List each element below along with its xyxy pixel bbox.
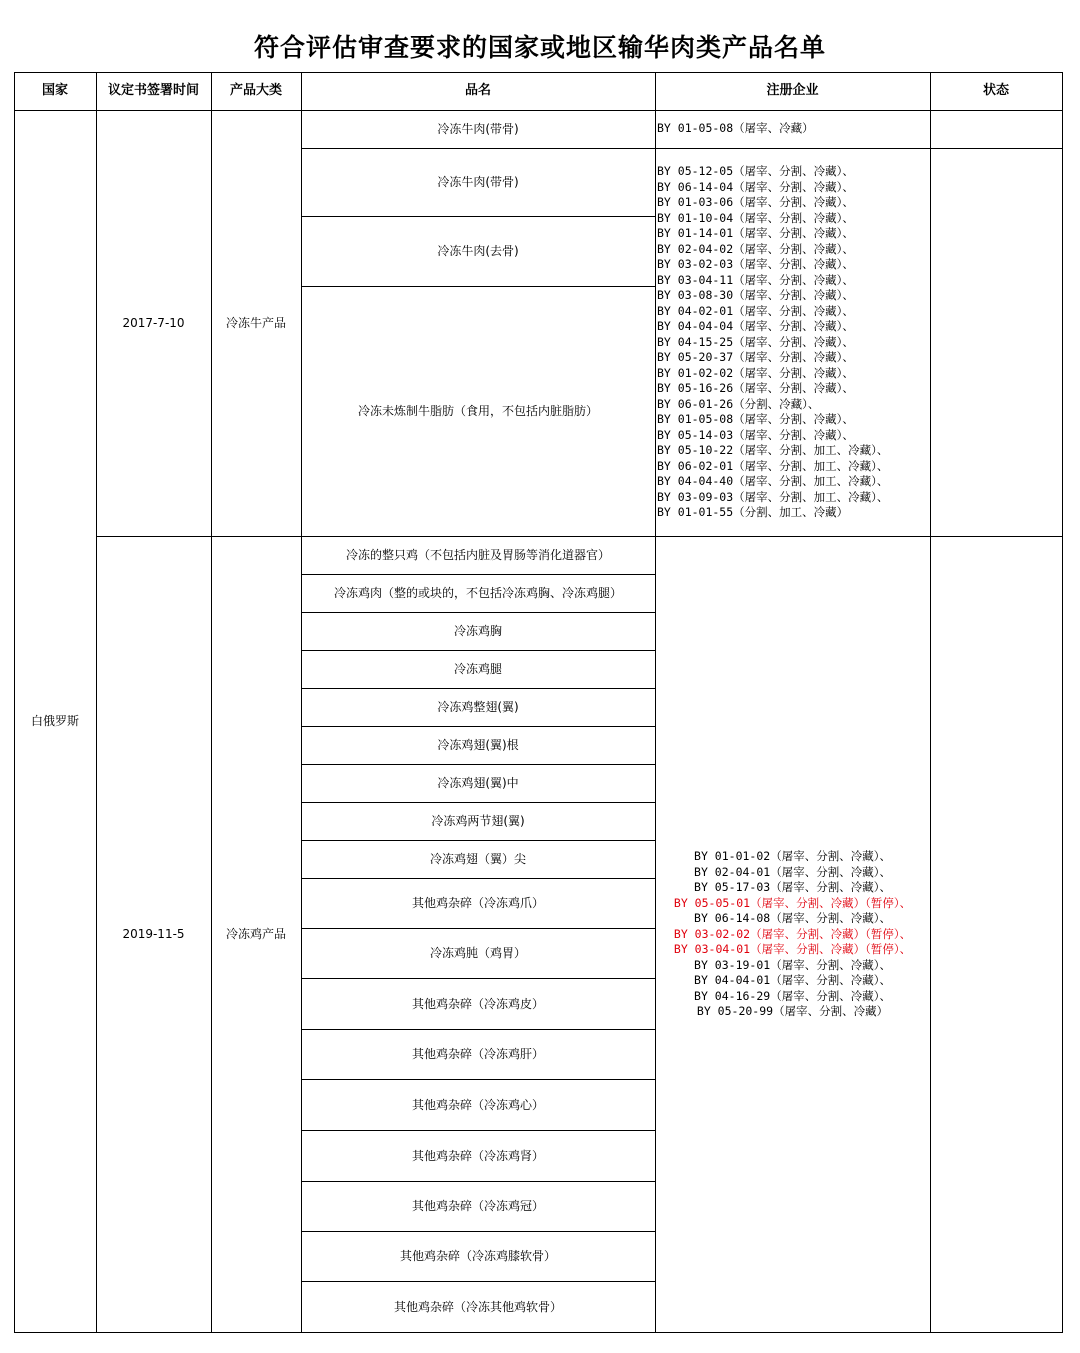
chicken-product-name: 冷冻鸡腿 xyxy=(453,662,502,676)
beef-enterprise-item: BY 01-02-02（屠宰、分割、冷藏）、 xyxy=(657,365,854,380)
chicken-product-name: 冷冻鸡肫（鸡胃） xyxy=(429,946,526,960)
beef-product-name: 冷冻未炼制牛脂肪（食用，不包括内脏脂肪） xyxy=(357,404,598,418)
beef-enterprise-item: BY 03-04-11（屠宰、分割、冷藏）、 xyxy=(657,272,854,287)
chicken-product-name: 冷冻鸡胸 xyxy=(453,624,502,638)
beef-enterprise-item: BY 02-04-02（屠宰、分割、冷藏）、 xyxy=(657,241,854,256)
chicken-enterprise-item: BY 06-14-08（屠宰、分割、冷藏）、 xyxy=(694,911,891,925)
chicken-enterprise-item: BY 02-04-01（屠宰、分割、冷藏）、 xyxy=(694,864,891,879)
beef-enterprise-item: BY 01-01-55（分割、加工、冷藏） xyxy=(657,505,849,519)
country-cell: 白俄罗斯 xyxy=(30,714,79,728)
chicken-product-name: 其他鸡杂碎（冷冻鸡爪） xyxy=(411,896,544,910)
beef-enterprise-item: BY 01-10-04（屠宰、分割、冷藏）、 xyxy=(657,210,854,225)
row-divider xyxy=(301,726,656,727)
row-divider xyxy=(301,764,656,765)
beef-enterprise-item: BY 01-14-01（屠宰、分割、冷藏）、 xyxy=(657,226,854,240)
chicken-product-name: 冷冻的整只鸡（不包括内脏及胃肠等消化道器官） xyxy=(345,548,610,562)
row-divider xyxy=(930,148,1063,149)
chicken-product-name: 其他鸡杂碎（冷冻鸡皮） xyxy=(411,996,544,1011)
beef-category: 冷冻牛产品 xyxy=(225,316,286,330)
beef-product-name: 冷冻牛肉(带骨) xyxy=(437,175,519,189)
row-divider xyxy=(301,286,656,287)
header-enterprise: 注册企业 xyxy=(766,83,819,98)
beef-enterprise-item: BY 03-08-30（屠宰、分割、冷藏）、 xyxy=(657,288,854,302)
chicken-enterprise-item: BY 04-04-01（屠宰、分割、冷藏）、 xyxy=(694,973,891,987)
chicken-enterprise-item-suspended: BY 03-02-02（屠宰、分割、冷藏）（暂停）、 xyxy=(673,926,912,941)
beef-enterprise-item: BY 03-02-03（屠宰、分割、冷藏）、 xyxy=(657,257,854,271)
chicken-product-name: 其他鸡杂碎（冷冻鸡心） xyxy=(411,1097,544,1112)
chicken-enterprise-item: BY 05-17-03（屠宰、分割、冷藏）、 xyxy=(694,880,891,894)
row-divider xyxy=(301,216,656,217)
beef-enterprise-item: BY 05-16-26（屠宰、分割、冷藏）、 xyxy=(657,381,854,395)
row-divider xyxy=(301,612,656,613)
beef-enterprise-item: BY 04-04-04（屠宰、分割、冷藏）、 xyxy=(657,319,854,333)
row-divider xyxy=(301,802,656,803)
chicken-enterprise-item-suspended: BY 05-05-01（屠宰、分割、冷藏）（暂停）、 xyxy=(673,895,912,910)
chicken-enterprise-item: BY 04-16-29（屠宰、分割、冷藏）、 xyxy=(694,988,891,1003)
header-protocol-date: 议定书签署时间 xyxy=(107,83,199,98)
beef-enterprise-item: BY 06-02-01（屠宰、分割、加工、冷藏）、 xyxy=(657,458,889,473)
beef-enterprise-item: BY 01-03-06（屠宰、分割、冷藏）、 xyxy=(657,195,854,209)
row-divider xyxy=(301,1079,656,1080)
chicken-product-name: 冷冻鸡两节翅(翼) xyxy=(431,814,525,828)
chicken-product-name: 其他鸡杂碎（冷冻其他鸡软骨） xyxy=(393,1299,562,1314)
beef-enterprise-item: BY 05-20-37（屠宰、分割、冷藏）、 xyxy=(657,350,854,364)
row-divider xyxy=(301,1181,656,1182)
beef-product-name: 冷冻牛肉(带骨) xyxy=(437,122,519,136)
column-divider xyxy=(655,72,656,1333)
beef-enterprise-item: BY 04-15-25（屠宰、分割、冷藏）、 xyxy=(657,334,854,349)
beef-date: 2017-7-10 xyxy=(122,316,185,330)
beef-enterprise-item: BY 05-14-03（屠宰、分割、冷藏）、 xyxy=(657,427,854,442)
beef-enterprise-item: BY 04-04-40（屠宰、分割、加工、冷藏）、 xyxy=(657,474,889,488)
chicken-enterprise-item-suspended: BY 03-04-01（屠宰、分割、冷藏）（暂停）、 xyxy=(673,942,912,956)
chicken-product-name: 冷冻鸡整翅(翼) xyxy=(437,700,519,714)
beef-product-name: 冷冻牛肉(去骨) xyxy=(437,244,519,258)
chicken-category: 冷冻鸡产品 xyxy=(225,927,286,941)
chicken-product-name: 其他鸡杂碎（冷冻鸡肝） xyxy=(411,1047,544,1061)
chicken-product-name: 其他鸡杂碎（冷冻鸡肾） xyxy=(411,1148,544,1163)
chicken-product-name: 冷冻鸡翅(翼)中 xyxy=(437,776,519,790)
beef-enterprise-item: BY 05-10-22（屠宰、分割、加工、冷藏）、 xyxy=(657,443,889,457)
row-divider xyxy=(301,688,656,689)
row-divider xyxy=(655,148,931,149)
row-divider xyxy=(301,1029,656,1030)
chicken-product-name: 冷冻鸡肉（整的或块的，不包括冷冻鸡胸、冷冻鸡腿） xyxy=(333,586,622,600)
page-title: 符合评估审查要求的国家或地区输华肉类产品名单 xyxy=(253,33,826,62)
row-divider xyxy=(301,978,656,979)
row-divider xyxy=(301,928,656,929)
table-right-border xyxy=(1062,72,1063,1333)
table-bottom-border xyxy=(14,1332,1063,1333)
chicken-enterprise-item: BY 03-19-01（屠宰、分割、冷藏）、 xyxy=(694,957,891,972)
row-divider xyxy=(301,878,656,879)
header-country: 国家 xyxy=(41,83,68,98)
chicken-date: 2019-11-5 xyxy=(122,927,185,941)
row-divider xyxy=(301,650,656,651)
beef-enterprise-item: BY 04-02-01（屠宰、分割、冷藏）、 xyxy=(657,303,854,318)
beef-first-enterprise: BY 01-05-08（屠宰、冷藏） xyxy=(657,121,814,135)
header-category: 产品大类 xyxy=(229,83,282,98)
beef-enterprise-list xyxy=(657,164,888,521)
beef-enterprise-item: BY 01-05-08（屠宰、分割、冷藏）、 xyxy=(657,412,854,426)
chicken-product-name: 冷冻鸡翅（翼）尖 xyxy=(429,852,526,866)
beef-enterprise-item: BY 03-09-03（屠宰、分割、加工、冷藏）、 xyxy=(657,489,889,504)
chicken-enterprise-item: BY 01-01-02（屠宰、分割、冷藏）、 xyxy=(694,849,891,863)
column-divider xyxy=(930,72,931,1333)
header-status: 状态 xyxy=(982,83,1009,98)
row-divider xyxy=(301,1231,656,1232)
beef-enterprise-item: BY 05-12-05（屠宰、分割、冷藏）、 xyxy=(657,164,854,178)
beef-enterprise-item: BY 06-14-04（屠宰、分割、冷藏）、 xyxy=(657,179,854,194)
row-divider xyxy=(301,1281,656,1282)
chicken-enterprise-list xyxy=(655,849,930,1020)
header-product-name: 品名 xyxy=(464,83,491,98)
chicken-product-name: 冷冻鸡翅(翼)根 xyxy=(437,738,519,752)
chicken-enterprise-item: BY 05-20-99（屠宰、分割、冷藏） xyxy=(696,1004,889,1018)
row-divider xyxy=(301,1130,656,1131)
chicken-product-name: 其他鸡杂碎（冷冻鸡膝软骨） xyxy=(399,1249,556,1263)
row-divider xyxy=(301,840,656,841)
chicken-product-name: 其他鸡杂碎（冷冻鸡冠） xyxy=(411,1199,544,1213)
row-divider xyxy=(301,148,656,149)
beef-enterprise-item: BY 06-01-26（分割、冷藏）、 xyxy=(657,396,820,411)
row-divider xyxy=(301,574,656,575)
